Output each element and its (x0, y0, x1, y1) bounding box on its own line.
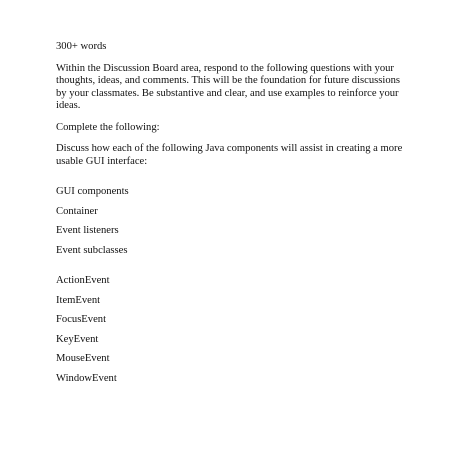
list-item: GUI components (56, 186, 129, 197)
list-item: Container (56, 205, 98, 217)
list-item: MouseEvent (56, 353, 110, 364)
word-count-note: 300+ words (56, 41, 107, 52)
instruction-text: Complete the following: (56, 121, 160, 133)
list-item: WindowEvent (56, 372, 117, 384)
events-list (56, 275, 406, 385)
list-item: FocusEvent (56, 314, 107, 325)
question-text: Discuss how each of the following Java components will assist in creating a more usable GUI interface: (56, 143, 403, 167)
list-item: ActionEvent (56, 275, 110, 286)
list-item: ItemEvent (56, 294, 101, 306)
list-item: Event subclasses (56, 244, 128, 256)
list-item: KeyEvent (56, 333, 99, 345)
document-content (56, 41, 406, 385)
list-item: Event listeners (56, 225, 119, 236)
intro-paragraph: Within the Discussion Board area, respond to the following questions with your thoughts, ideas, and comments. This will be the foundation for future discussions by your classmates. Be substantive and clear, and use examples to reinforce your ideas. (56, 62, 401, 111)
components-list (56, 186, 406, 257)
